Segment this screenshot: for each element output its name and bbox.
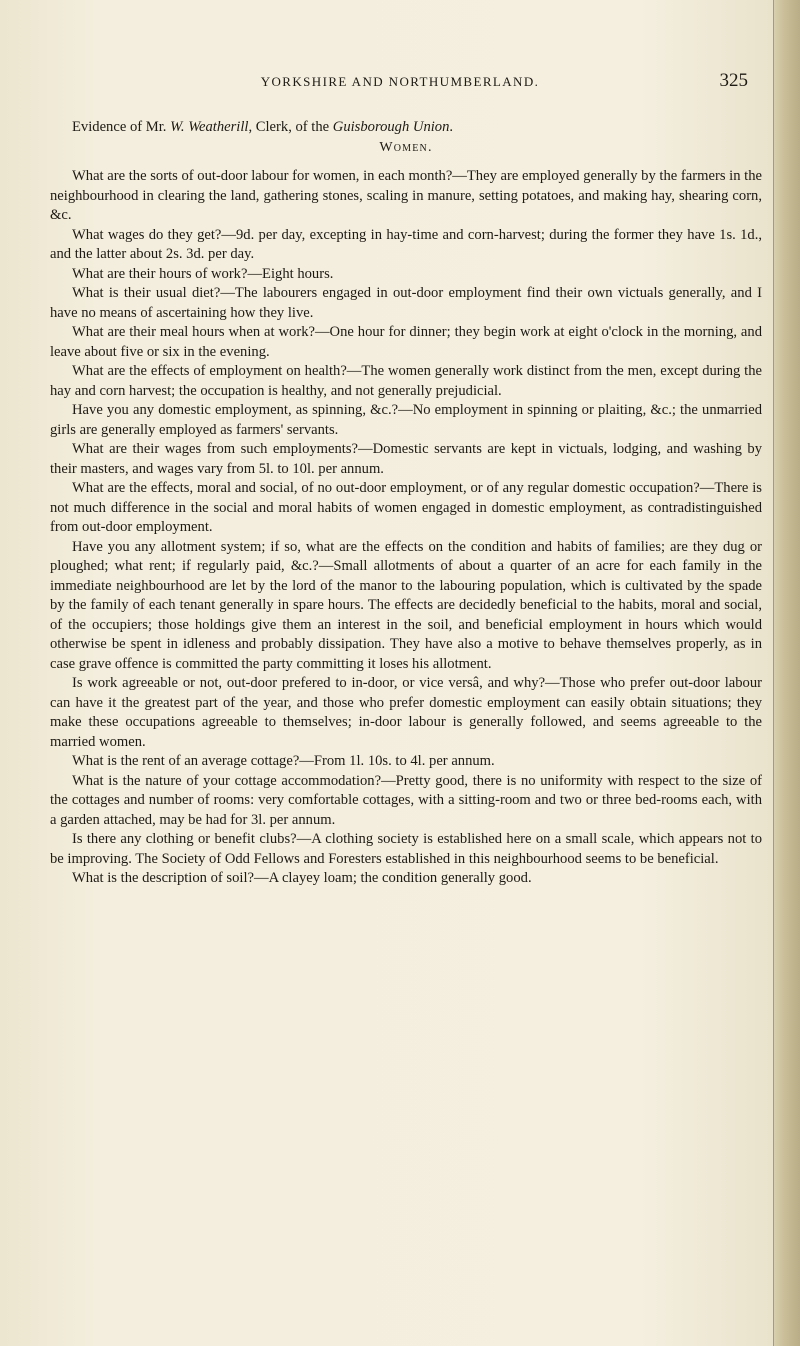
- paragraph: What is the nature of your cottage accommodation?—Pretty good, there is no uniformity with respect to the size of the cottages and number of rooms: very comfortable cottages, with a sitting-room and two or three bed-rooms each, with a garden attached, may be had for 3l. per annum.: [50, 772, 762, 828]
- paragraph: Is there any clothing or benefit clubs?—A clothing society is established here on a small scale, which appears not to be improving. The Society of Odd Fellows and Foresters established in this neighbourhood seems to be beneficial.: [50, 831, 762, 867]
- page-number: 325: [719, 70, 748, 91]
- page-edge: [773, 0, 800, 1346]
- paragraph: What are their hours of work?—Eight hours.: [72, 265, 334, 282]
- paragraph: What are the effects, moral and social, of no out-door employment, or of any regular domestic occupation?—There is not much difference in the social and moral habits of women engaged in domestic employment, as contradistinguished from out-door employment.: [50, 480, 762, 535]
- paragraph: What are the sorts of out-door labour for women, in each month?—They are employed generally by the farmers in the neighbourhood in clearing the land, gathering stones, scaling in manure, setting potatoes, and making hay, shearing corn, &c.: [50, 168, 762, 223]
- paragraph: What are their meal hours when at work?—One hour for dinner; they begin work at eight o'clock in the morning, and leave about five or six in the evening.: [50, 324, 762, 360]
- paragraph: What is the description of soil?—A clayey loam; the condition generally good.: [72, 870, 532, 886]
- running-title: YORKSHIRE AND NORTHUMBERLAND.: [260, 74, 540, 89]
- witness-name: W. Weatherill: [170, 119, 249, 135]
- paragraph: Have you any allotment system; if so, what are the effects on the condition and habits of families; are they dug or ploughed; what rent; if regularly paid, &c.?—Small allotments of about a quarter of an acre for each family in the immediate neighbourhood are let by the lord of the manor to the labouring population, which is cultivated by the spade by the family of each tenant generally in spare hours. The effects are decidedly beneficial to the habits, moral and social, of the occupiers; those holdings give them an interest in the soil, and beneficial employment in hours which would otherwise be spent in idleness and probably dissipation. They have also a motive to behave themselves properly, as in case grave offence is committed the party committing it loses his allotment.: [50, 538, 762, 672]
- paragraph: Is work agreeable or not, out-door prefered to in-door, or vice versâ, and why?—Those who prefer out-door labour can have it the greatest part of the year, and those who prefer domestic employment can easily obtain situations; they make these occupations agreeable to themselves; in-door labour is generally followed, and seems agreeable to the married women.: [50, 675, 762, 750]
- evidence-prefix: Evidence of Mr.: [72, 119, 171, 135]
- evidence-heading: [50, 118, 762, 138]
- evidence-suffix: .: [449, 119, 454, 135]
- paragraph: What is their usual diet?—The labourers engaged in out-door employment find their own victuals generally, and I have no means of ascertaining how they live.: [50, 285, 762, 321]
- paragraph: What are their wages from such employments?—Domestic servants are kept in victuals, lodging, and washing by their masters, and wages vary from 5l. to 10l. per annum.: [50, 441, 762, 477]
- running-head: [0, 70, 800, 98]
- paragraph: What is the rent of an average cottage?—From 1l. 10s. to 4l. per annum.: [72, 753, 495, 769]
- evidence-middle: , Clerk, of the: [248, 119, 333, 135]
- paragraph: What wages do they get?—9d. per day, excepting in hay-time and corn-harvest; during the former they have 1s. 1d., and the latter about 2s. 3d. per day.: [50, 226, 762, 262]
- page-content: [50, 118, 762, 889]
- paragraph: Have you any domestic employment, as spinning, &c.?—No employment in spinning or plaiting, &c.; the unmarried girls are generally employed as farmers' servants.: [50, 402, 762, 438]
- paragraph: What are the effects of employment on health?—The women generally work distinct from the men, except during the hay and corn harvest; the occupation is healthy, and not generally prejudicial.: [50, 363, 762, 399]
- section-heading: Women.: [379, 139, 433, 155]
- union-name: Guisborough Union: [332, 119, 450, 135]
